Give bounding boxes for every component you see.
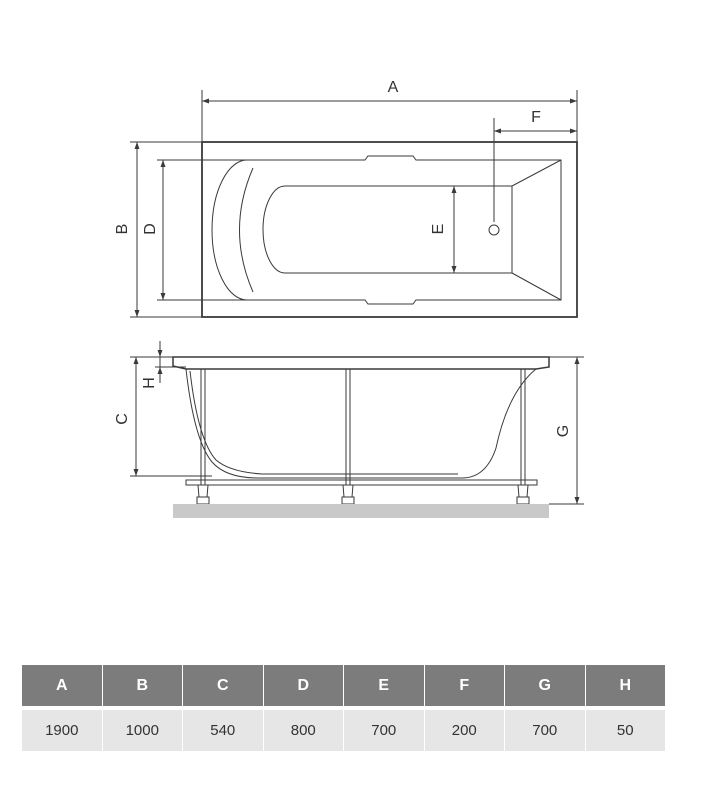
dim-a-arrow: [570, 99, 577, 104]
tub-body-inner: [190, 371, 458, 474]
dim-label-f: F: [531, 109, 541, 126]
tub-inner-basin: [212, 156, 561, 304]
dim-label-d: D: [142, 223, 159, 235]
dim-a-arrow: [202, 99, 209, 104]
tub-slope-line: [512, 273, 561, 300]
dim-c-arrow: [134, 357, 139, 364]
drain-icon: [489, 225, 499, 235]
table-header-cell: A: [22, 665, 102, 706]
dim-d-arrow: [161, 293, 166, 300]
dim-f-arrow: [570, 129, 577, 134]
table-header-cell: F: [425, 665, 505, 706]
dim-label-h: H: [141, 377, 158, 389]
table-header-cell: G: [505, 665, 585, 706]
dim-e-arrow: [452, 186, 457, 193]
table-header-cell: D: [264, 665, 344, 706]
dim-label-c: C: [114, 413, 131, 425]
table-value-cell: 200: [425, 710, 505, 751]
table-value-cell: 700: [505, 710, 585, 751]
dim-g-arrow: [575, 357, 580, 364]
table-header-row: [22, 665, 665, 706]
table-header-cell: H: [586, 665, 666, 706]
frame-base-bar: [186, 480, 537, 485]
tub-bottom-panel: [263, 186, 512, 273]
table-header-cell: E: [344, 665, 424, 706]
dim-f-arrow: [494, 129, 501, 134]
tub-rim-side: [173, 357, 549, 369]
tub-slope-line: [512, 160, 561, 186]
dim-b-arrow: [135, 310, 140, 317]
dim-h-arrow: [158, 350, 163, 357]
dim-label-a: A: [387, 79, 399, 96]
dim-c-arrow: [134, 469, 139, 476]
frame-feet: [197, 485, 529, 504]
table-value-cell: 540: [183, 710, 263, 751]
table-row: [22, 710, 665, 751]
tub-headrest-curve: [240, 168, 254, 292]
dim-b-arrow: [135, 142, 140, 149]
dimensions-table: [21, 661, 666, 755]
table-header-cell: C: [183, 665, 263, 706]
table-value-cell: 1900: [22, 710, 102, 751]
dim-e-arrow: [452, 266, 457, 273]
tub-outer-rim: [202, 142, 577, 317]
floor: [173, 504, 549, 518]
dim-g-arrow: [575, 497, 580, 504]
side-view: [130, 341, 584, 518]
dim-d-arrow: [161, 160, 166, 167]
table-value-cell: 700: [344, 710, 424, 751]
tub-body-side: [186, 369, 536, 478]
table-value-cell: 50: [586, 710, 666, 751]
dim-h-arrow: [158, 367, 163, 374]
table-value-cell: 800: [264, 710, 344, 751]
table-header-cell: B: [103, 665, 183, 706]
frame-legs: [201, 369, 525, 485]
dim-label-g: G: [555, 424, 572, 438]
dim-label-b: B: [114, 223, 131, 235]
dim-label-e: E: [430, 223, 447, 235]
top-view: [130, 90, 577, 317]
table-value-cell: 1000: [103, 710, 183, 751]
